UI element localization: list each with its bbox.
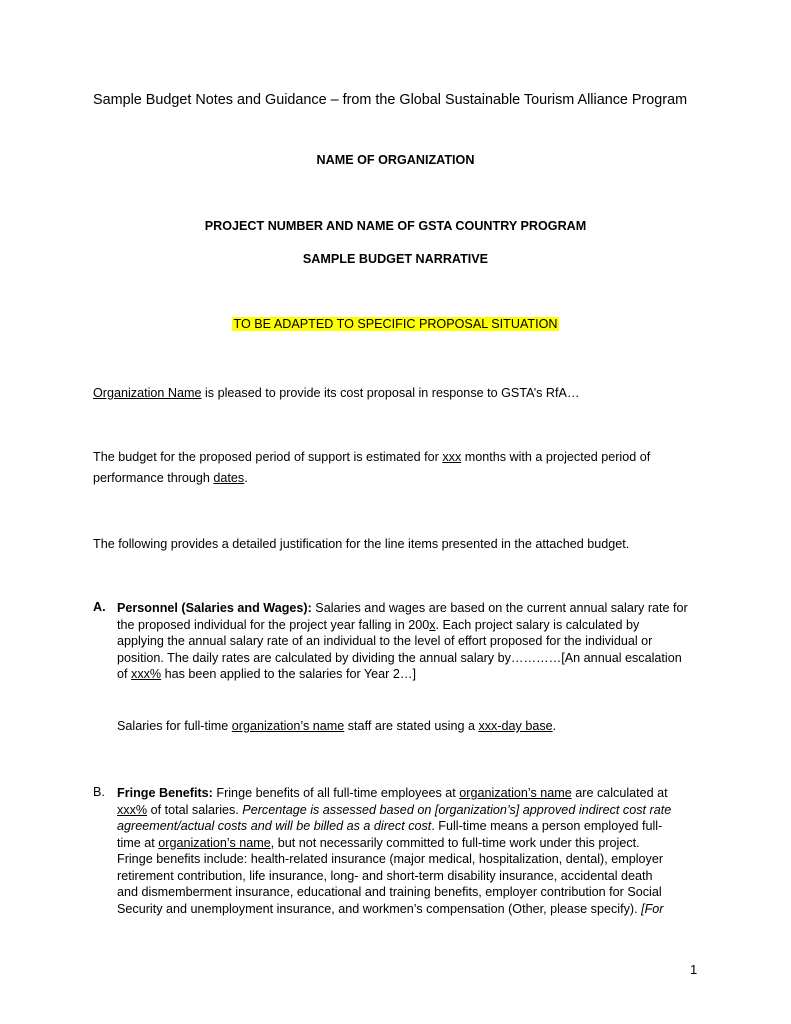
dates-placeholder: dates [213, 471, 245, 485]
intro-p2-text-d: . [244, 471, 248, 485]
section-b-line-4b: , but not necessarily committed to full-time work under this project. [270, 835, 640, 850]
section-b-line-3b: . Full-time means a person employed full- [431, 819, 663, 833]
section-b-line-7: and dismemberment insurance, educational and training benefits, employer contribution for Social [117, 885, 662, 899]
section-b-marker: B. [93, 785, 105, 799]
year-placeholder: x [429, 617, 436, 632]
section-a-marker: A. [93, 600, 106, 614]
day-base-placeholder: xxx-day base [478, 719, 553, 733]
section-a-title: Personnel (Salaries and Wages): [117, 601, 312, 615]
section-a-body [117, 600, 707, 683]
org-name-placeholder-b1: organization’s name [459, 786, 572, 800]
section-a-line-5a: of [117, 667, 132, 681]
section-a-full-time-note [117, 719, 556, 733]
intro-p2-text-c: performance through [93, 471, 214, 485]
intro-p1-text: is pleased to provide its cost proposal in response to GSTA’s RfA… [201, 386, 580, 400]
section-b-line-5: Fringe benefits include: health-related insurance (major medical, hospitalization, dental), employer [117, 852, 664, 866]
intro-paragraph-2 [93, 447, 650, 489]
intro-p2-text-b: months with a projected period of [461, 450, 651, 464]
intro-paragraph-1 [93, 383, 580, 404]
adapt-notice-wrapper [0, 317, 791, 331]
document-header-title: Sample Budget Notes and Guidance – from the Global Sustainable Tourism Alliance Program [93, 92, 688, 108]
section-a-line-5b: has been applied to the salaries for Year 2…] [161, 667, 416, 681]
intro-paragraph-3: The following provides a detailed justification for the line items presented in the attached budget. [93, 537, 630, 551]
section-b-line-2a: of total salaries. [147, 802, 243, 817]
months-placeholder: xxx [442, 450, 462, 464]
org-name-placeholder-b2: organization’s name [158, 835, 271, 850]
page-number: 1 [690, 962, 698, 977]
heading-organization-name: NAME OF ORGANIZATION [316, 153, 475, 167]
section-b-title: Fringe Benefits: [117, 786, 213, 800]
section-a-line-3: applying the annual salary rate of an individual to the level of effort proposed for the individual or [117, 634, 653, 648]
section-b-line-1b: are calculated at [571, 786, 668, 800]
org-name-placeholder-a: organization’s name [231, 719, 345, 733]
section-a-line-2a: the proposed individual for the project year falling in 200 [117, 617, 430, 632]
escalation-percent-placeholder: xxx% [131, 667, 162, 681]
fringe-percent-placeholder: xxx% [117, 802, 148, 817]
section-a-line-4: position. The daily rates are calculated by dividing the annual salary by…………[An annual escalation [117, 650, 682, 665]
section-a-line-1: Salaries and wages are based on the current annual salary rate for [311, 601, 688, 615]
heading-sample-budget-narrative: SAMPLE BUDGET NARRATIVE [302, 252, 489, 266]
section-b-line-8-italic: [For [641, 901, 664, 916]
section-b-line-2-italic: Percentage is assessed based on [organization’s] approved indirect cost rate [242, 802, 672, 817]
intro-p2-text-a: The budget for the proposed period of support is estimated for [93, 450, 443, 464]
heading-project-number: PROJECT NUMBER AND NAME OF GSTA COUNTRY PROGRAM [204, 219, 587, 233]
section-b-line-1a: Fringe benefits of all full-time employees at [212, 786, 460, 800]
section-b-line-3-italic: agreement/actual costs and will be billed as a direct cost [117, 819, 432, 833]
organization-name-placeholder: Organization Name [93, 386, 202, 400]
section-b-body [117, 785, 707, 917]
full-time-note-text-b: staff are stated using a [344, 719, 479, 733]
adapt-notice-highlight: TO BE ADAPTED TO SPECIFIC PROPOSAL SITUATION [233, 317, 558, 331]
section-b-line-6: retirement contribution, life insurance, long- and short-term disability insurance, accidental death [117, 868, 653, 883]
section-a-line-2b: . Each project salary is calculated by [435, 617, 640, 632]
section-b-line-4a: time at [117, 835, 159, 850]
section-b-line-8a: Security and unemployment insurance, and workmen’s compensation (Other, please specify). [117, 901, 642, 916]
full-time-note-text-a: Salaries for full-time [117, 719, 232, 733]
full-time-note-text-c: . [552, 719, 557, 733]
